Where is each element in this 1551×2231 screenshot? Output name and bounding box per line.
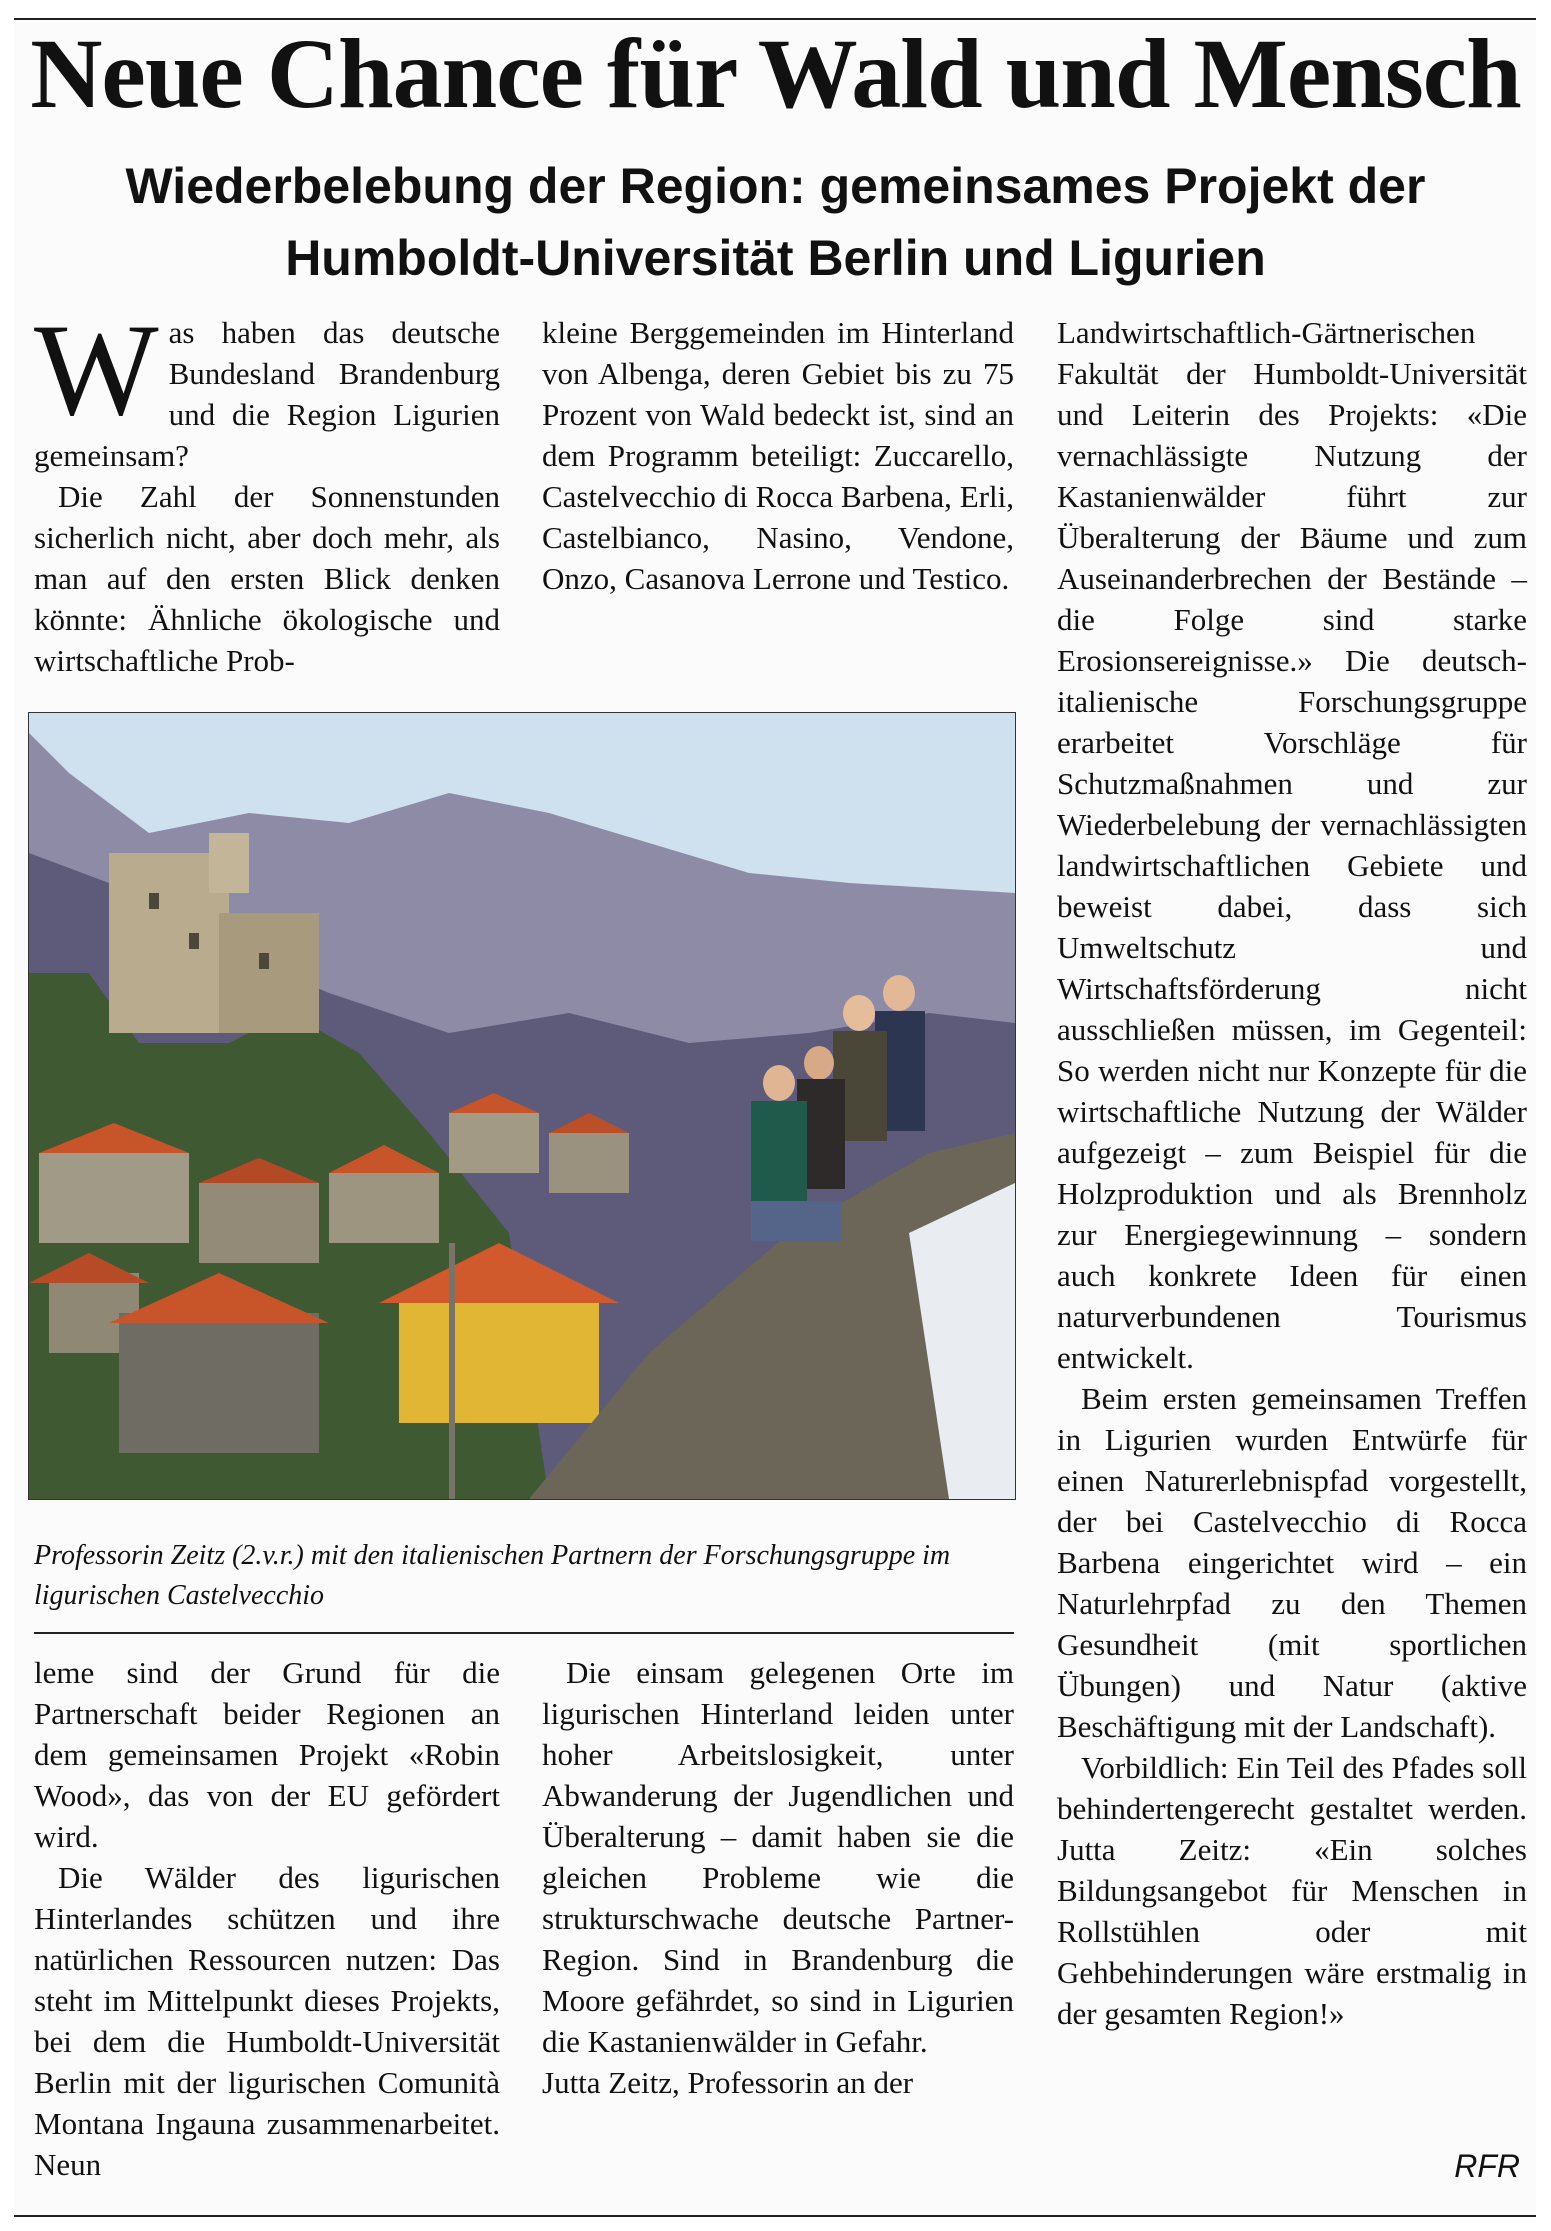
column-3 (1057, 312, 1527, 2034)
column-2-bottom (542, 1652, 1014, 2103)
paragraph: Vorbildlich: Ein Teil des Pfades soll behindertengerecht gestaltet werden. Jutta Zeitz: «Ein solches Bildungsangebot für Menschen in Rollstühlen oder mit Gehbehinderungen wäre erstmalig in der gesamten Region!» (1057, 1750, 1527, 2031)
paragraph: Jutta Zeitz, Professorin an der (542, 2065, 914, 2100)
subheadline (0, 150, 1551, 294)
column-1-bottom (34, 1652, 500, 2185)
paragraph: Landwirtschaftlich-Gärtnerischen Fakultät der Humboldt-Universität und Leiterin des Projekts: «Die vernachlässigte Nutzung der Kastanienwälder führt zur Überalterung der Bäume und zum Auseinanderbrechen der Bestände – die Folge sind starke Erosionsereignisse.» Die deutsch-italienische Forschungsgruppe erarbeitet Vorschläge für Schutzmaßnahmen und zur Wiederbelebung der vernachlässigten landwirtschaftlichen Gebiete und beweist dabei, dass sich Umweltschutz und Wirtschaftsförderung nicht ausschließen müssen, im Gegenteil: So werden nicht nur Konzepte für die wirtschaftliche Nutzung der Wälder aufgezeigt – zum Beispiel für die Holzproduktion und als Brennholz zur Energiegewinnung – sondern auch konkrete Ideen für einen naturverbundenen Tourismus entwickelt. (1057, 315, 1527, 1375)
headline: Neue Chance für Wald und Mensch (30, 18, 1521, 129)
paragraph-intro-text: as haben das deutsche Bundesland Brandenburg und die Region Ligurien gemeinsam? (34, 315, 500, 473)
subheadline-line-2: Humboldt-Universität Berlin und Ligurien (285, 230, 1266, 286)
author-credit: RFR (1454, 2148, 1520, 2184)
paragraph-intro (34, 296, 500, 476)
paragraph: Die Wälder des ligurischen Hinterlandes schützen und ihre natürlichen Ressourcen nutzen: Das steht im Mittelpunkt dieses Projekts, bei dem die Humboldt-Universität Berlin mit der ligurischen Comunità Montana Ingauna zusammenarbeitet. Neun (34, 1860, 500, 2182)
article-photo (28, 712, 1016, 1500)
paragraph: kleine Berggemeinden im Hinterland von Albenga, deren Gebiet bis zu 75 Prozent von Wald bedeckt ist, sind an dem Programm beteiligt: Zuccarello, Castelvecchio di Rocca Barbena, Erli, Castelbianco, Nasino, Vendone, Onzo, Casanova Lerrone und Testico. (542, 315, 1014, 596)
column-1-top (34, 296, 500, 681)
photo-caption: Professorin Zeitz (2.v.r.) mit den italienischen Partnern der Forschungsgruppe im ligurischen Castelvecchio (34, 1540, 951, 1611)
divider-rule (34, 1632, 1014, 1634)
paragraph: leme sind der Grund für die Partnerschaft beider Regionen an dem gemeinsamen Projekt «Robin Wood», das von der EU gefördert wird. (34, 1655, 500, 1854)
paragraph: Die Zahl der Sonnenstunden sicherlich nicht, aber doch mehr, als man auf den ersten Blick denken könnte: Ähnliche ökologische und wirtschaftliche Prob- (34, 479, 500, 678)
subheadline-line-1: Wiederbelebung der Region: gemeinsames Projekt der (125, 158, 1426, 214)
photo-castelvecchio (29, 713, 1015, 1499)
paragraph: Die einsam gelegenen Orte im ligurischen Hinterland leiden unter hoher Arbeitslosigkeit, unter Abwanderung der Jugendlichen und Überalterung – damit haben sie die gleichen Probleme wie die strukturschwache deutsche Partner-Region. Sind in Brandenburg die Moore gefährdet, so sind in Ligurien die Kastanienwälder in Gefahr. (542, 1655, 1014, 2059)
column-2-top (542, 312, 1014, 599)
dropcap: W (34, 296, 159, 443)
paragraph: Beim ersten gemeinsamen Treffen in Ligurien wurden Entwürfe für einen Naturerlebnispfad vorgestellt, der bei Castelvecchio di Rocca Barbena eingerichtet wird – ein Naturlehrpfad zu den Themen Gesundheit (mit sportlichen Übungen) und Natur (aktive Beschäftigung mit der Landschaft). (1057, 1381, 1527, 1744)
